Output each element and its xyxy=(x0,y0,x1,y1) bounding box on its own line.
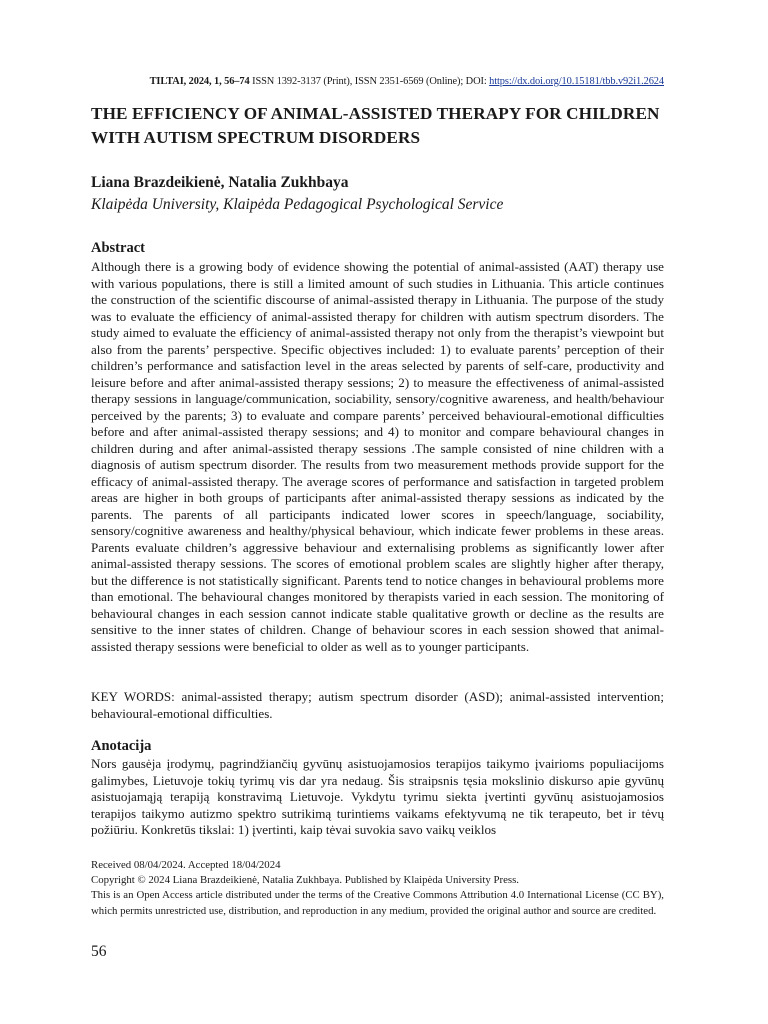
anotacija-heading: Anotacija xyxy=(91,738,152,754)
journal-header xyxy=(91,76,664,87)
article-footer xyxy=(91,858,664,919)
license-notice: This is an Open Access article distributed under the terms of the Creative Commons Attribution 4.0 International License (CC BY), which permits unrestricted use, distribution, and reproduction in any medium, provided the original author and source are credited. xyxy=(91,889,664,917)
author-affiliation: Klaipėda University, Klaipėda Pedagogical Psychological Service xyxy=(91,196,504,213)
article-authors: Liana Brazdeikienė, Natalia Zukhbaya xyxy=(91,174,349,191)
received-dates: Received 08/04/2024. Accepted 18/04/2024 xyxy=(91,859,281,871)
anotacija-body: Nors gausėja įrodymų, pagrindžiančių gyvūnų asistuojamosios terapijos taikymo įvairioms populiacijoms galimybes, Lietuvoje tokių tyrimų vis dar yra nedaug. Šis straipsnis tęsia mokslinio diskurso apie gyvūnų asistuojamąją terapiją konstravimą Lietuvoje. Vykdytu tyrimu siekta įvertinti gyvūnų asistuojamosios terapijos taikymo autizmo spektro sutrikimą turintiems vaikams efektyvumą ne tik terapeuto, bet ir tėvų požiūriu. Konkretūs tikslai: 1) įvertinti, kaip tėvai suvokia savo vaikų veiklos xyxy=(91,756,664,837)
article-title: THE EFFICIENCY OF ANIMAL-ASSISTED THERAPY FOR CHILDREN WITH AUTISM SPECTRUM DISORDERS xyxy=(91,104,660,147)
issn-info: ISSN 1392-3137 (Print), ISSN 2351-6569 (Online); DOI: xyxy=(249,76,490,87)
keywords: KEY WORDS: animal-assisted therapy; autism spectrum disorder (ASD); animal-assisted intervention; behavioural-emotional difficulties. xyxy=(91,689,664,721)
abstract-body: Although there is a growing body of evidence showing the potential of animal-assisted (AAT) therapy use with various populations, there is still a limited amount of such studies in Lithuania. This article continues the construction of the scientific discourse of animal-assisted therapy in Lithuania. The purpose of the study was to evaluate the efficiency of animal-assisted therapy for children with autism spectrum disorders. The study aimed to evaluate the efficiency of animal-assisted therapy not only from the therapist’s viewpoint but also from the parents’ perspective. Specific objectives included: 1) to evaluate parents’ perception of their children’s performance and satisfaction level in the areas selected by parents of self-care, productivity and leisure before and after animal-assisted therapy sessions; 2) to measure the effectiveness of animal-assisted therapy sessions in language/communication, sociability, sensory/cognitive awareness, and health/behaviour perceived by the parents; 3) to evaluate and compare parents’ perceived behavioural-emotional difficulties before and after animal-assisted therapy sessions; and 4) to monitor and compare behavioural changes in children during and after animal-assisted therapy sessions .The sample consisted of nine children with a diagnosis of autism spectrum disorder. The results from two measurement methods provide support for the efficacy of animal-assisted therapy. The average scores of performance and satisfaction in targeted problem areas are higher in both groups of participants after animal-assisted therapy sessions as indicated by the parents. The parents of all participants indicated lower scores in speech/language, sociability, sensory/cognitive awareness and healthy/physical behaviour, which indicate fewer problems in these areas. Parents evaluate children’s aggressive behaviour and externalising problems as significantly lower after animal-assisted therapy sessions. The scores of emotional problem scales are slightly higher after therapy, but the difference is not statistically significant. Parents tend to notice changes in behavioural problems more than emotional. The behavioural changes monitored by therapists varied in each session. The monitoring of behavioural changes in each session cannot indicate stable qualitative growth or decline as the results are sensitive to the inner states of children. Change of behaviour scores in each session showed that animal-assisted therapy sessions were beneficial to older as well as to younger participants. xyxy=(91,259,664,654)
journal-citation: TILTAI, 2024, 1, 56–74 xyxy=(149,76,250,87)
abstract-heading: Abstract xyxy=(91,240,145,256)
copyright-notice: Copyright © 2024 Liana Brazdeikienė, Natalia Zukhbaya. Published by Klaipėda University Press. xyxy=(91,874,519,887)
page-number: 56 xyxy=(91,943,107,960)
doi-link[interactable]: https://dx.doi.org/10.15181/tbb.v92i1.2624 xyxy=(489,76,664,87)
